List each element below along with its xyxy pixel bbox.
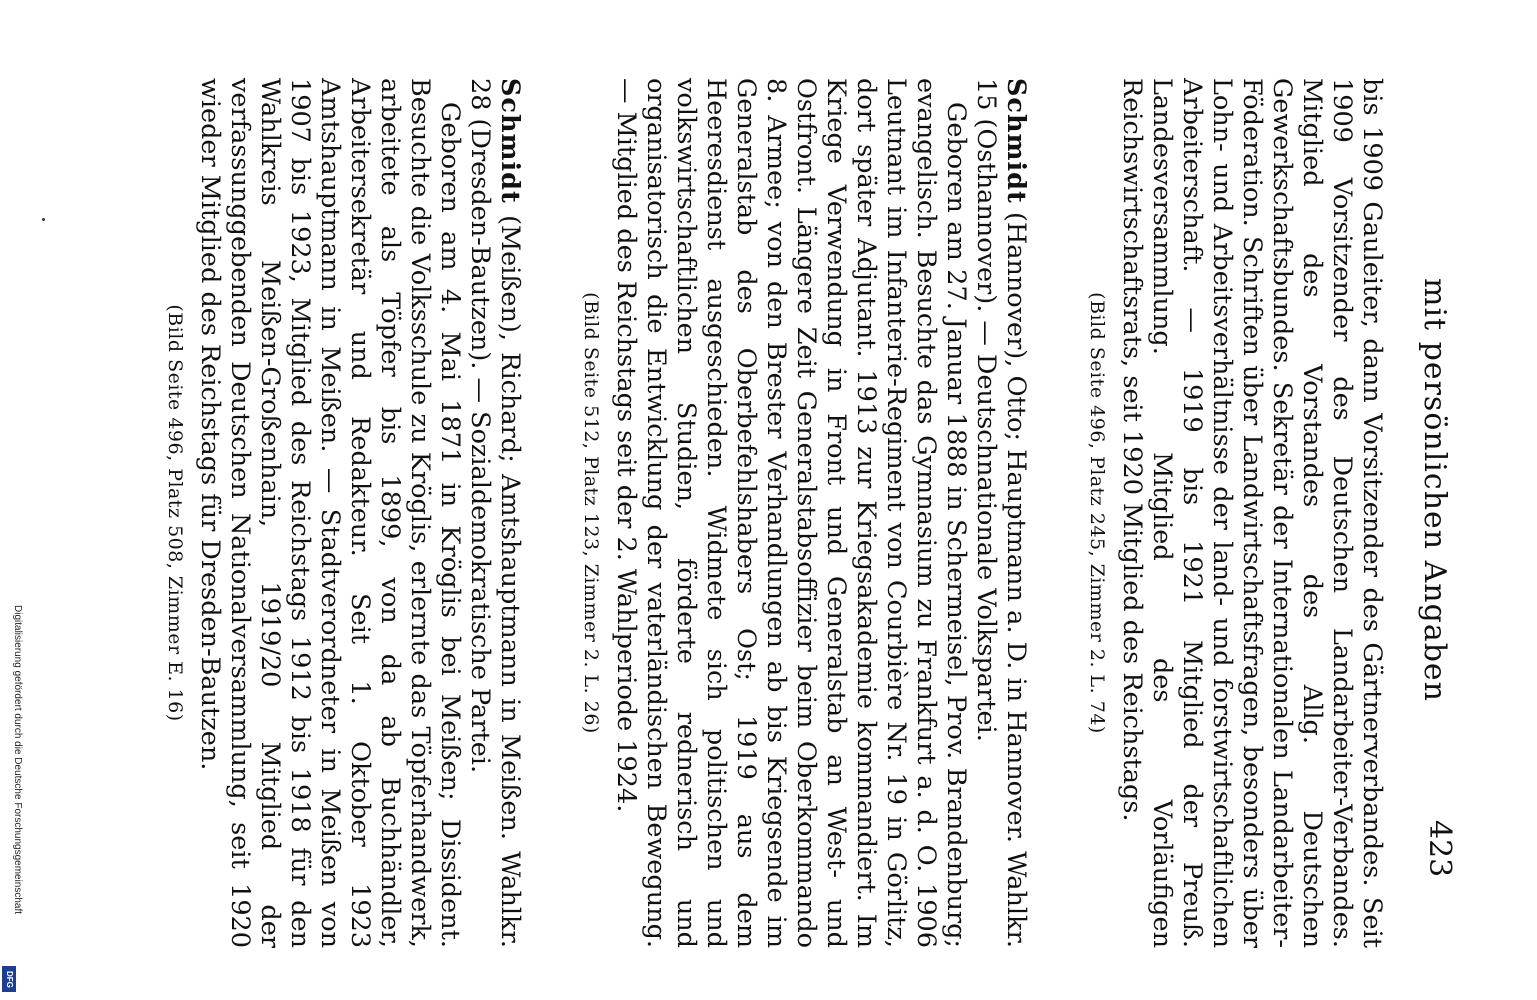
- credit-text: Digitalisierung gefördert durch die Deutsche Forschungsgemeinschaft: [12, 605, 23, 915]
- entry-header: [465, 78, 525, 948]
- entry-name: Schmidt: [1001, 78, 1031, 204]
- entry-header: [971, 78, 1031, 948]
- citation-line: (Bild Seite 512, Platz 123, Zimmer 2. L. 26): [580, 292, 602, 734]
- continuation-paragraph: bis 1909 Gauleiter, dann Vorsitzender des Gärtnerverbandes. Seit 1909 Vorsitzender des Deutschen Landarbeiter-Verbandes. Mitglied des Vorstandes des Allg. Deutschen Gewerkschaftsbundes. Sekretär der Internationalen Landarbeiter-Föderation. Schriften über Landwirtschaftsfragen, besonders über Lohn- und Arbeitsverhältnisse der land- und forstwirtschaftlichen Arbeiterschaft. — 1919 bis 1921 Mitglied der Preuß. Landesversammlung. Mitglied des Vorläufigen Reichswirtschaftsrats, seit 1920 Mitglied des Reichstags.: [1117, 78, 1387, 948]
- running-head: mit persönlichen Angaben: [1417, 278, 1452, 702]
- text-column: [149, 78, 1387, 948]
- digitization-credit: [0, 0, 24, 1000]
- entry-header-text: (Meißen), Richard; Amtshauptmann in Meißen. Wahlkr. 28 (Dresden-Bautzen). — Sozialdemokratische Partei.: [465, 78, 525, 948]
- citation-line: (Bild Seite 496, Platz 245, Zimmer 2. L. 74): [1086, 292, 1108, 734]
- dfg-logo: DFG: [2, 966, 16, 992]
- entry-name: Schmidt: [495, 78, 525, 204]
- entry-biography: Geboren am 4. Mai 1871 in Kröglis bei Meißen; Dissident. Besuchte die Volksschule zu Kröglis, erlernte das Töpferhandwerk, arbeitete als Töpfer bis 1899, von da ab Buchhändler, Arbeitersekretär und Redakteur. Seit 1. Oktober 1923 Amtshauptmann in Meißen. — Stadtverordneter in Meißen von 1907 bis 1923, Mitglied des Reichstags 1912 bis 1918 für den Wahlkreis Meißen-Großenhain, 1919/20 Mitglied der verfassunggebenden Deutschen Nationalversammlung, seit 1920 wieder Mitglied des Reichstags für Dresden-Bautzen.: [195, 78, 465, 948]
- scan-speck: [42, 218, 45, 221]
- entry-biography: Geboren am 27. Januar 1888 in Schermeisel, Prov. Brandenburg; evangelisch. Besuchte das Gymnasium zu Frankfurt a. d. O. 1906 Leutnant im Infanterie-Regiment von Courbière Nr. 19 in Görlitz, dort später Adjutant. 1913 zur Kriegsakademie kommandiert. Im Kriege Verwendung in Front und Generalstab an West- und Ostfront. Längere Zeit Generalstabsoffizier beim Oberkommando 8. Armee; von den Brester Verhandlungen ab bis Kriegsende im Generalstab des Oberbefehlshabers Ost; 1919 aus dem Heeresdienst ausgeschieden. Widmete sich politischen und volkswirtschaftlichen Studien, förderte rednerisch und organisatorisch die Entwicklung der vaterländischen Bewegung. — Mitglied des Reichstags seit der 2. Wahlperiode 1924.: [611, 78, 971, 948]
- page-number: 423: [1422, 820, 1457, 878]
- citation-line: (Bild Seite 496, Platz 508, Zimmer E. 16): [164, 304, 186, 722]
- entry-header-text: (Hannover), Otto; Hauptmann a. D. in Hannover. Wahlkr. 15 (Osthannover). — Deutschnationale Volkspartei.: [971, 78, 1031, 948]
